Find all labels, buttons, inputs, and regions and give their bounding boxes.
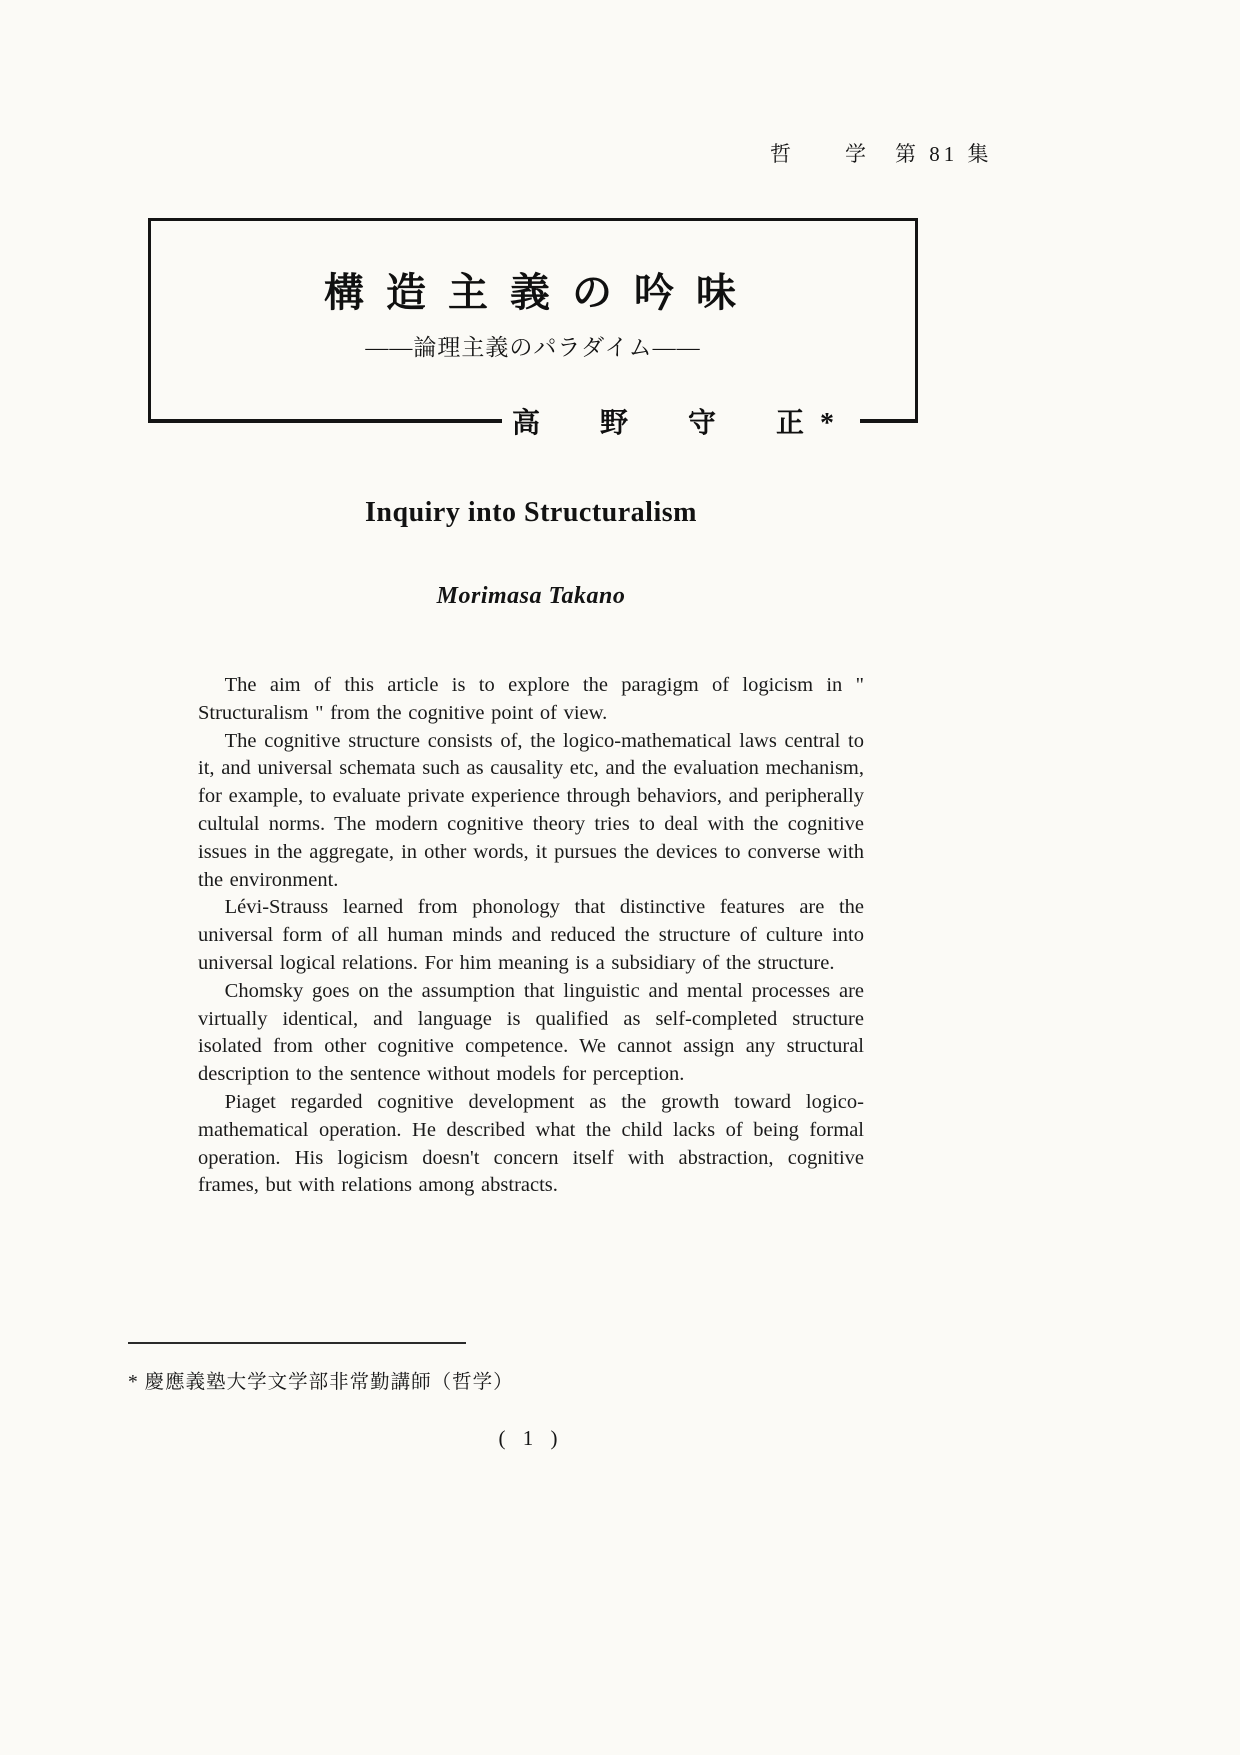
page-number: ( 1 )	[498, 1426, 564, 1450]
abstract-body	[198, 672, 864, 1200]
abstract-paragraph-2: The cognitive structure consists of, the logico-mathematical laws central to it, and universal schemata such as causality etc, and the evaluation mechanism, for example, to evaluate private experience through behaviors, and peripherally cultulal norms. The modern cognitive theory tries to deal with the cognitive issues in the aggregate, in other words, it pursues the devices to converse with the environment.	[198, 729, 864, 891]
paper-author-english: Morimasa Takano	[436, 583, 626, 609]
paper-author-japanese: 高 野 守 正*	[511, 408, 850, 439]
footnote: * 慶應義塾大学文学部非常勤講師（哲学）	[128, 1372, 514, 1393]
abstract-paragraph-1: The aim of this article is to explore the paragigm of logicism in " Structuralism " from the cognitive point of view.	[198, 674, 864, 724]
author-rule-left	[148, 419, 502, 423]
paper-title-japanese: 構 造 主 義 の 吟 味	[324, 270, 742, 315]
abstract-paragraph-4: Chomsky goes on the assumption that linguistic and mental processes are virtually identical, and language is qualified as self-completed structure isolated from other cognitive competence. We cannot assign any structural description to the sentence without models for perception.	[198, 979, 864, 1086]
author-row	[148, 401, 918, 441]
abstract-paragraph-5: Piaget regarded cognitive development as the growth toward logico-mathematical operation. He described what the child lacks of being formal operation. His logicism doesn't concern itself with abstraction, cognitive frames, but with relations among abstracts.	[198, 1090, 864, 1197]
paper-subtitle-japanese: ――論理主義のパラダイム――	[365, 335, 701, 360]
author-rule-right	[860, 419, 918, 423]
journal-header: 哲 学 第 81 集	[770, 142, 993, 166]
title-box	[148, 218, 918, 439]
abstract-paragraph-3: Lévi-Strauss learned from phonology that distinctive features are the universal form of all human minds and reduced the structure of culture into universal logical relations. For him meaning is a subsidiary of the structure.	[198, 896, 864, 974]
paper-title-english: Inquiry into Structuralism	[365, 497, 697, 528]
footnote-divider	[128, 1342, 466, 1344]
